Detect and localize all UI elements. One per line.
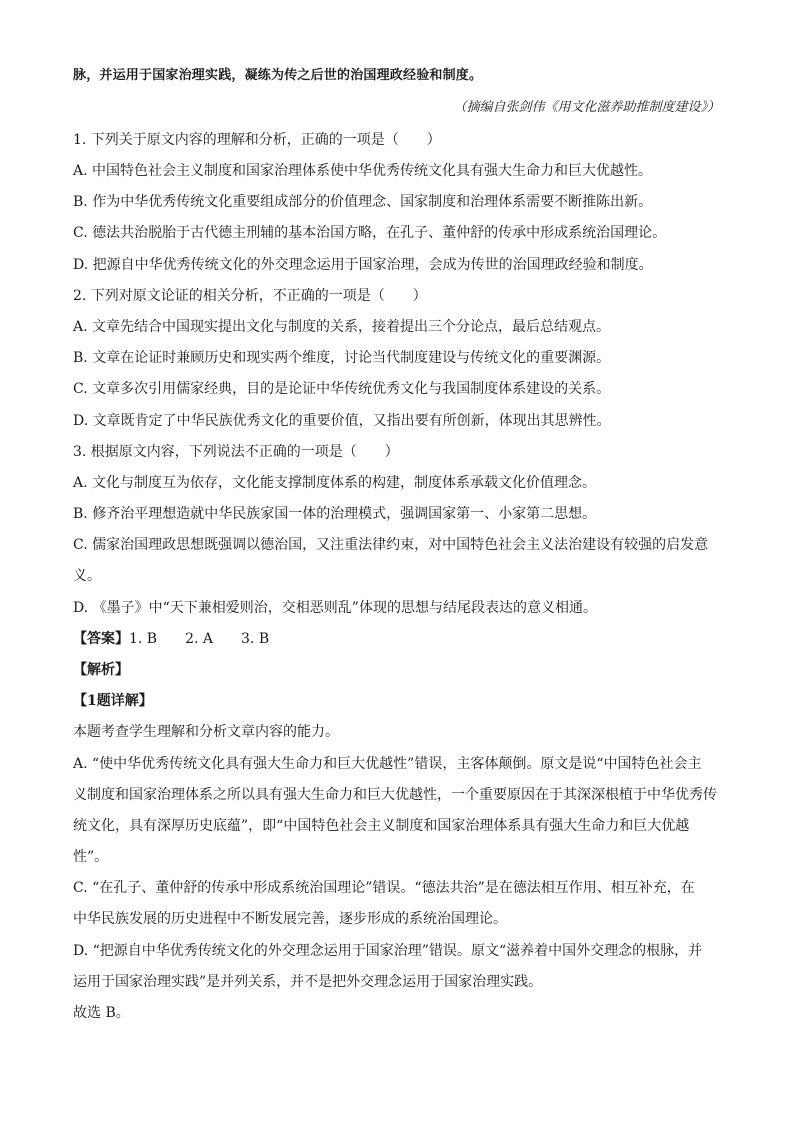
question-1-option-a: A. 中国特色社会主义制度和国家治理体系使中华优秀传统文化具有强大生命力和巨大优越性。 bbox=[73, 163, 653, 179]
question-3-option-c-continued: 义。 bbox=[73, 568, 101, 584]
answer-line bbox=[73, 629, 723, 649]
source-citation: （摘编自张剑伟《用文化滋养助推制度建设》） bbox=[453, 100, 720, 115]
question-3-option-c: C. 儒家治国理政思想既强调以德治国，又注重法律约束，对中国特色社会主义法治建设有较强的启发意 bbox=[73, 537, 709, 553]
question-2-option-d: D. 文章既肯定了中华民族优秀文化的重要价值，又指出要有所创新，体现出其思辨性。 bbox=[73, 413, 611, 429]
detail-line: D. “把源自中华优秀传统文化的外交理念运用于国家治理”错误。原文“滋养着中国外交理念的根脉，并 bbox=[73, 943, 703, 959]
question-2-stem: 2. 下列对原文论证的相关分析，不正确的一项是（ ） bbox=[73, 288, 427, 304]
detail-label: 【1题详解】 bbox=[73, 693, 153, 709]
question-3-option-a: A. 文化与制度互为依存，文化能支撑制度体系的构建，制度体系承载文化价值理念。 bbox=[73, 475, 597, 491]
question-3-option-d: D. 《墨子》中“天下兼相爱则治，交相恶则乱”体现的思想与结尾段表达的意义相通。 bbox=[73, 600, 597, 616]
detail-line: 运用于国家治理实践”是并列关系，并不是把外交理念运用于国家治理实践。 bbox=[73, 974, 543, 990]
detail-line: C. “在孔子、董仲舒的传承中形成系统治国理论”错误。“德法共治”是在德法相互作用、相互补充，在 bbox=[73, 880, 695, 896]
detail-line: A. “使中华优秀传统文化具有强大生命力和巨大优越性”错误，主客体颠倒。原文是说“中国特色社会主 bbox=[73, 756, 702, 772]
analysis-label: 【解析】 bbox=[73, 662, 129, 678]
intro-line: 脉，并运用于国家治理实践，凝练为传之后世的治国理政经验和制度。 bbox=[73, 68, 483, 83]
detail-line: 性”。 bbox=[73, 849, 109, 865]
question-2-option-c: C. 文章多次引用儒家经典，目的是论证中华传统优秀文化与我国制度体系建设的关系。 bbox=[73, 381, 611, 397]
question-3-option-b: B. 修齐治平理想造就中华民族家国一体的治理模式，强调国家第一、小家第二思想。 bbox=[73, 506, 597, 522]
detail-line: 义制度和国家治理体系之所以具有强大生命力和巨大优越性，一个重要原因在于其深深根植于中华优秀传 bbox=[73, 787, 717, 803]
detail-line: 故选 B。 bbox=[73, 1005, 130, 1021]
question-1-stem: 1. 下列关于原文内容的理解和分析，正确的一项是（ ） bbox=[73, 132, 441, 148]
detail-line: 本题考查学生理解和分析文章内容的能力。 bbox=[73, 724, 339, 740]
detail-line: 统文化，具有深厚历史底蕴”，即“中国特色社会主义制度和国家治理体系具有强大生命力和巨大优越 bbox=[73, 818, 690, 834]
question-1-option-c: C. 德法共治脱胎于古代德主刑辅的基本治国方略，在孔子、董仲舒的传承中形成系统治国理论。 bbox=[73, 225, 667, 241]
detail-line: 中华民族发展的历史进程中不断发展完善，逐步形成的系统治国理论。 bbox=[73, 911, 507, 927]
answer-label: 【答案】 bbox=[73, 631, 129, 647]
question-1-option-d: D. 把源自中华优秀传统文化的外交理念运用于国家治理，会成为传世的治国理政经验和制度。 bbox=[73, 257, 653, 273]
question-1-option-b: B. 作为中华优秀传统文化重要组成部分的价值理念、国家制度和治理体系需要不断推陈出新。 bbox=[73, 194, 653, 210]
question-2-option-a: A. 文章先结合中国现实提出文化与制度的关系，接着提出三个分论点，最后总结观点。 bbox=[73, 319, 611, 335]
question-2-option-b: B. 文章在论证时兼顾历史和现实两个维度，讨论当代制度建设与传统文化的重要渊源。 bbox=[73, 350, 611, 366]
question-3-stem: 3. 根据原文内容，下列说法不正确的一项是（ ） bbox=[73, 444, 399, 460]
answer-values: 1. B 2. A 3. B bbox=[129, 631, 270, 647]
